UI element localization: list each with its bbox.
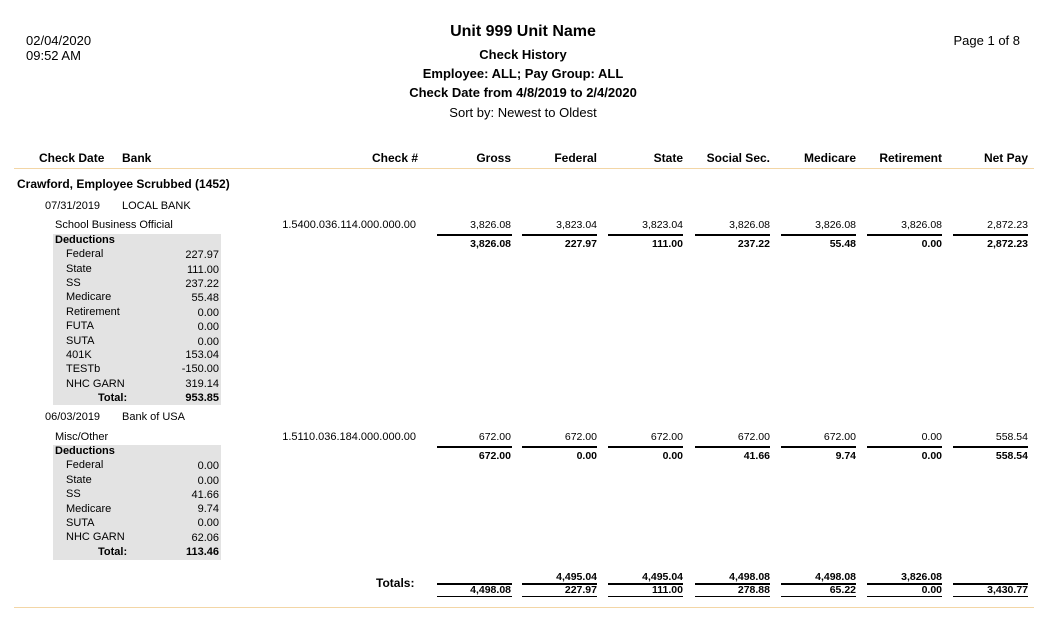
subtotal-state: 0.00 <box>662 450 683 462</box>
subtotal-medicare: 9.74 <box>835 450 856 462</box>
rule <box>608 446 683 448</box>
subtotal-net-pay: 558.54 <box>995 450 1028 462</box>
deduction-name: Federal <box>66 248 104 260</box>
subtotal-medicare: 55.48 <box>829 238 856 250</box>
subtotal-net-pay: 2,872.23 <box>987 238 1028 250</box>
deduction-amount: 0.00 <box>197 336 219 348</box>
deduction-name: SUTA <box>66 335 95 347</box>
col-social-sec: Social Sec. <box>706 151 770 165</box>
col-state: State <box>653 151 683 165</box>
line-federal: 3,823.04 <box>556 219 597 231</box>
deduction-name: FUTA <box>66 320 94 332</box>
subtotal-federal: 227.97 <box>564 238 597 250</box>
report-title: Unit 999 Unit Name <box>450 23 596 40</box>
deductions-total-label: Total: <box>98 392 128 404</box>
deduction-name: TESTb <box>66 363 101 375</box>
line-retirement: 0.00 <box>921 431 942 443</box>
col-gross: Gross <box>476 151 511 165</box>
totals-gross: 4,498.08 <box>470 584 511 596</box>
col-retirement: Retirement <box>879 151 942 165</box>
rule <box>437 446 512 448</box>
deduction-amount: 0.00 <box>197 475 219 487</box>
deduction-amount: 237.22 <box>185 278 219 290</box>
totals-label: Totals: <box>376 576 415 590</box>
rule <box>522 446 597 448</box>
deductions-heading: Deductions <box>55 445 115 457</box>
subtotal-retirement: 0.00 <box>921 238 942 250</box>
deduction-name: State <box>66 263 92 275</box>
deduction-name: NHC GARN <box>66 378 125 390</box>
check-description: Misc/Other <box>55 431 109 443</box>
line-medicare: 672.00 <box>823 431 856 443</box>
col-medicare: Medicare <box>803 151 856 165</box>
rule <box>437 596 512 597</box>
footer-divider <box>14 607 1034 608</box>
line-net-pay: 2,872.23 <box>987 219 1028 231</box>
deduction-amount: 9.74 <box>197 503 219 515</box>
header-divider <box>14 168 1034 169</box>
deduction-amount: 55.48 <box>191 292 219 304</box>
deduction-amount: 153.04 <box>185 349 219 361</box>
check-description: School Business Official <box>55 219 173 231</box>
deduction-name: Medicare <box>66 291 112 303</box>
subtotal-retirement: 0.00 <box>921 450 942 462</box>
deduction-amount: 0.00 <box>197 321 219 333</box>
col-check-no: Check # <box>371 151 418 165</box>
deduction-name: Federal <box>66 459 104 471</box>
totals-federal-top: 4,495.04 <box>556 571 597 583</box>
rule <box>695 446 770 448</box>
line-net-pay: 558.54 <box>995 431 1028 443</box>
line-social-sec: 672.00 <box>737 431 770 443</box>
col-federal: Federal <box>554 151 597 165</box>
totals-net-pay: 3,430.77 <box>987 584 1028 596</box>
deduction-amount: 111.00 <box>186 264 219 276</box>
deduction-name: Medicare <box>66 503 112 515</box>
deduction-name: 401K <box>66 349 92 361</box>
deductions-total: 953.85 <box>185 392 219 404</box>
totals-medicare: 65.22 <box>829 584 856 596</box>
totals-retirement-top: 3,826.08 <box>901 571 942 583</box>
rule <box>608 596 683 597</box>
page-number: Page 1 of 8 <box>953 33 1020 48</box>
col-net-pay: Net Pay <box>983 151 1028 165</box>
col-bank: Bank <box>122 151 152 165</box>
check-bank: LOCAL BANK <box>122 200 191 212</box>
report-date: 02/04/2020 <box>26 33 92 48</box>
deduction-amount: 227.97 <box>185 249 219 261</box>
report-time: 09:52 AM <box>26 48 81 63</box>
deduction-amount: 319.14 <box>185 378 219 390</box>
deduction-amount: 62.06 <box>191 532 219 544</box>
totals-state: 111.00 <box>652 584 683 596</box>
rule <box>608 234 683 236</box>
rule <box>695 596 770 597</box>
subtotal-social-sec: 41.66 <box>743 450 770 462</box>
rule <box>867 234 942 236</box>
line-gross: 672.00 <box>478 431 511 443</box>
check-number: 1.5110.036.184.000.000.00 <box>282 431 416 443</box>
rule <box>781 596 856 597</box>
deduction-amount: -150.00 <box>181 363 219 375</box>
rule <box>437 234 512 236</box>
deduction-name: SUTA <box>66 517 95 529</box>
deductions-total-label: Total: <box>98 546 128 558</box>
totals-social-sec-top: 4,498.08 <box>729 571 770 583</box>
report-sort: Sort by: Newest to Oldest <box>449 105 597 120</box>
deductions-heading: Deductions <box>55 234 115 246</box>
check-number: 1.5400.036.114.000.000.00 <box>282 219 416 231</box>
employee-name: Crawford, Employee Scrubbed (1452) <box>17 177 230 191</box>
rule <box>522 596 597 597</box>
line-federal: 672.00 <box>564 431 597 443</box>
report-date-range: Check Date from 4/8/2019 to 2/4/2020 <box>409 85 637 100</box>
rule <box>695 234 770 236</box>
check-bank: Bank of USA <box>122 411 185 423</box>
deduction-amount: 0.00 <box>197 307 219 319</box>
totals-retirement: 0.00 <box>921 584 942 596</box>
deductions-total: 113.46 <box>185 546 219 558</box>
subtotal-social-sec: 237.22 <box>737 238 770 250</box>
deduction-name: SS <box>66 488 81 500</box>
rule <box>953 596 1028 597</box>
totals-social-sec: 278.88 <box>737 584 770 596</box>
deduction-name: Retirement <box>66 306 120 318</box>
rule <box>867 596 942 597</box>
deduction-amount: 41.66 <box>191 489 219 501</box>
deduction-name: SS <box>66 277 81 289</box>
totals-medicare-top: 4,498.08 <box>815 571 856 583</box>
line-medicare: 3,826.08 <box>815 219 856 231</box>
totals-federal: 227.97 <box>564 584 597 596</box>
line-state: 3,823.04 <box>642 219 683 231</box>
line-retirement: 3,826.08 <box>901 219 942 231</box>
check-date: 06/03/2019 <box>45 411 101 423</box>
subtotal-state: 111.00 <box>652 238 683 250</box>
subtotal-gross: 672.00 <box>478 450 511 462</box>
rule <box>867 446 942 448</box>
rule <box>781 446 856 448</box>
rule <box>953 234 1028 236</box>
subtotal-federal: 0.00 <box>576 450 597 462</box>
report-filter: Employee: ALL; Pay Group: ALL <box>422 66 624 81</box>
check-date: 07/31/2019 <box>45 200 101 212</box>
deduction-amount: 0.00 <box>197 517 219 529</box>
rule <box>522 234 597 236</box>
report-subtitle: Check History <box>479 47 567 62</box>
totals-state-top: 4,495.04 <box>642 571 683 583</box>
rule <box>953 446 1028 448</box>
line-gross: 3,826.08 <box>470 219 511 231</box>
col-check-date: Check Date <box>39 151 105 165</box>
line-social-sec: 3,826.08 <box>729 219 770 231</box>
rule <box>781 234 856 236</box>
deduction-name: NHC GARN <box>66 531 125 543</box>
deduction-name: State <box>66 474 92 486</box>
line-state: 672.00 <box>650 431 683 443</box>
subtotal-gross: 3,826.08 <box>470 238 511 250</box>
deduction-amount: 0.00 <box>197 460 219 472</box>
